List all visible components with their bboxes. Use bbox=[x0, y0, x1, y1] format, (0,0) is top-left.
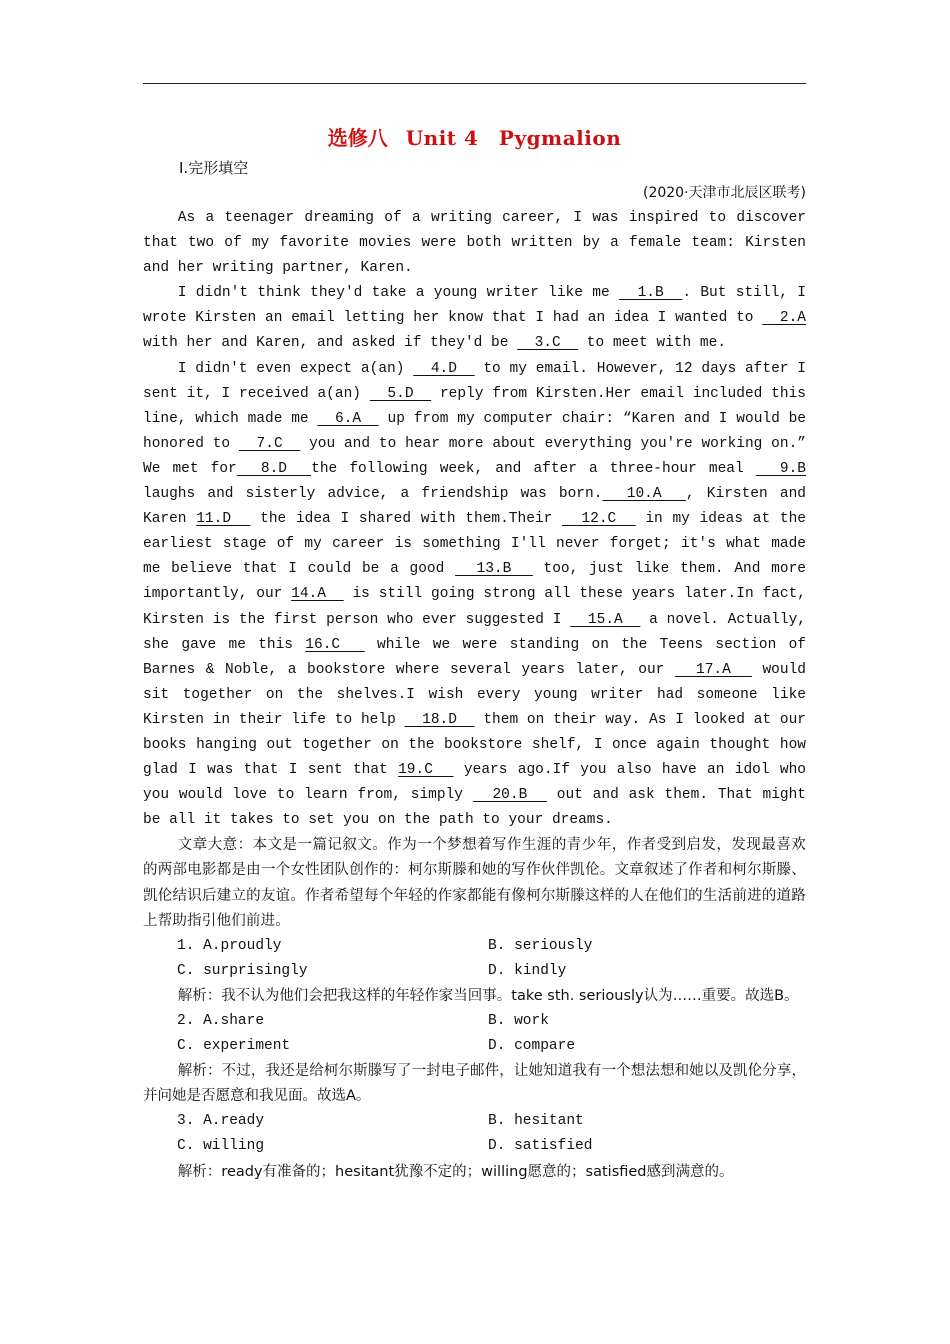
cloze-passage bbox=[143, 206, 806, 833]
analysis-1: 解析：我不认为他们会把我这样的年轻作家当回事。take sth. seriously认为……重要。故选B。 bbox=[177, 987, 799, 1004]
option-1a: 1. A.proudly bbox=[177, 937, 282, 954]
analysis-2: 解析：不过，我还是给柯尔斯滕写了一封电子邮件，让她知道我有一个想法想和她以及凯伦分享，并问她是否愿意和我见面。故选A。 bbox=[143, 1063, 806, 1105]
option-2b: B. work bbox=[488, 1013, 549, 1029]
section-heading: Ⅰ.完形填空 bbox=[179, 159, 249, 177]
article-summary: 文章大意：本文是一篇记叙文。作为一个梦想着写作生涯的青少年，作者受到启发，发现最喜欢的两部电影都是由一个女性团队创作的：柯尔斯滕和她的写作伙伴凯伦。文章叙述了作者和柯尔斯滕、凯伦结识后建立的友谊。作者希望每个年轻的作家都能有像柯尔斯滕这样的人在他们的生活前进的道路上帮助指引他们前进。 bbox=[143, 837, 806, 929]
blank-19: 19.C bbox=[398, 762, 454, 779]
option-1d: D. kindly bbox=[488, 962, 567, 979]
blank-7: 7.C bbox=[238, 435, 301, 452]
blank-18: 18.D bbox=[404, 711, 475, 728]
question-2 bbox=[143, 1009, 806, 1109]
blank-3: 3.C bbox=[517, 335, 579, 352]
option-2c: C. experiment bbox=[177, 1038, 291, 1055]
blank-20: 20.B bbox=[472, 787, 547, 804]
analysis-3: 解析：ready有准备的；hesitant犹豫不定的；willing愿意的；satisfied感到满意的。 bbox=[177, 1163, 734, 1180]
option-2a: 2. A.share bbox=[177, 1013, 265, 1029]
option-3c: C. willing bbox=[177, 1138, 265, 1155]
page-title bbox=[143, 120, 806, 156]
blank-4: 4.D bbox=[413, 360, 475, 377]
blank-13: 13.B bbox=[455, 561, 533, 578]
blank-10: 10.A bbox=[602, 486, 686, 503]
blank-17: 17.A bbox=[674, 661, 752, 678]
blank-2: 2.A bbox=[762, 310, 806, 327]
title-cn: 选修八 bbox=[327, 126, 388, 150]
option-1b: B. seriously bbox=[488, 937, 593, 954]
option-3a: 3. A.ready bbox=[177, 1113, 265, 1130]
blank-8: 8.D bbox=[236, 460, 312, 477]
blank-11: 11.D bbox=[196, 511, 251, 528]
paragraph-2: I didn't think they'd take a young writer like me 1.B . But still, I wrote Kirsten an email letting her know that I had an idea I wanted to 2.A with her and Karen, and asked if they'd be 3.C to meet with me. bbox=[143, 285, 806, 352]
blank-1: 1.B bbox=[618, 285, 683, 302]
question-1 bbox=[143, 934, 806, 1009]
blank-14: 14.A bbox=[291, 586, 344, 603]
paragraph-3: I didn't even expect a(an) 4.D to my email. However, 12 days after I sent it, I received a(an) 5.D reply from Kirsten.Her email included this line, which made me 6.A up from my computer chair: “Karen and I would be honored to 7.C you and to hear more about everything you're working on.” We met for 8.D the following week, and after a three-hour meal 9.B laughs and sisterly advice, a friendship was born. 10.A , Kirsten and Karen 11.D the idea I shared with them.Their 12.C in my ideas at the earliest stage of my career is something I'll never forget; it's what made me believe that I could be a good 13.B too, just like them. And more importantly, our 14.A is still going strong all these years later.In fact, Kirsten is the first person who ever suggested I 15.A a novel. Actually, she gave me this 16.C while we were standing on the Teens section of Barnes & Noble, a bookstore where several years later, our 17.A would sit together on the shelves.I wish every young writer had someone like Kirsten in their life to help 18.D them on their way. As I looked at our books hanging out together on the bookstore shelf, I once again thought how glad I was that I sent that 19.C years ago.If you also have an idol who you would love to learn from, simply 20.B out and ask them. That might be all it takes to set you on the path to your dreams. bbox=[143, 360, 807, 829]
document-page bbox=[143, 120, 806, 1185]
blank-5: 5.D bbox=[369, 385, 432, 402]
paragraph-1: As a teenager dreaming of a writing career, I was inspired to discover that two of my favorite movies were both written by a female team: Kirsten and her writing partner, Karen. bbox=[143, 210, 806, 277]
option-1c: C. surprisingly bbox=[177, 962, 308, 979]
header-rule bbox=[143, 83, 806, 84]
blank-16: 16.C bbox=[305, 636, 365, 653]
question-3 bbox=[143, 1109, 806, 1184]
blank-9: 9.B bbox=[755, 460, 806, 477]
blank-12: 12.C bbox=[562, 511, 636, 528]
title-en: Unit 4 Pygmalion bbox=[405, 126, 622, 150]
blank-15: 15.A bbox=[570, 611, 641, 628]
blank-6: 6.A bbox=[317, 410, 379, 427]
option-3d: D. satisfied bbox=[488, 1138, 593, 1155]
option-3b: B. hesitant bbox=[488, 1113, 584, 1130]
option-2d: D. compare bbox=[488, 1038, 576, 1055]
source-note: (2020·天津市北辰区联考) bbox=[642, 185, 806, 201]
